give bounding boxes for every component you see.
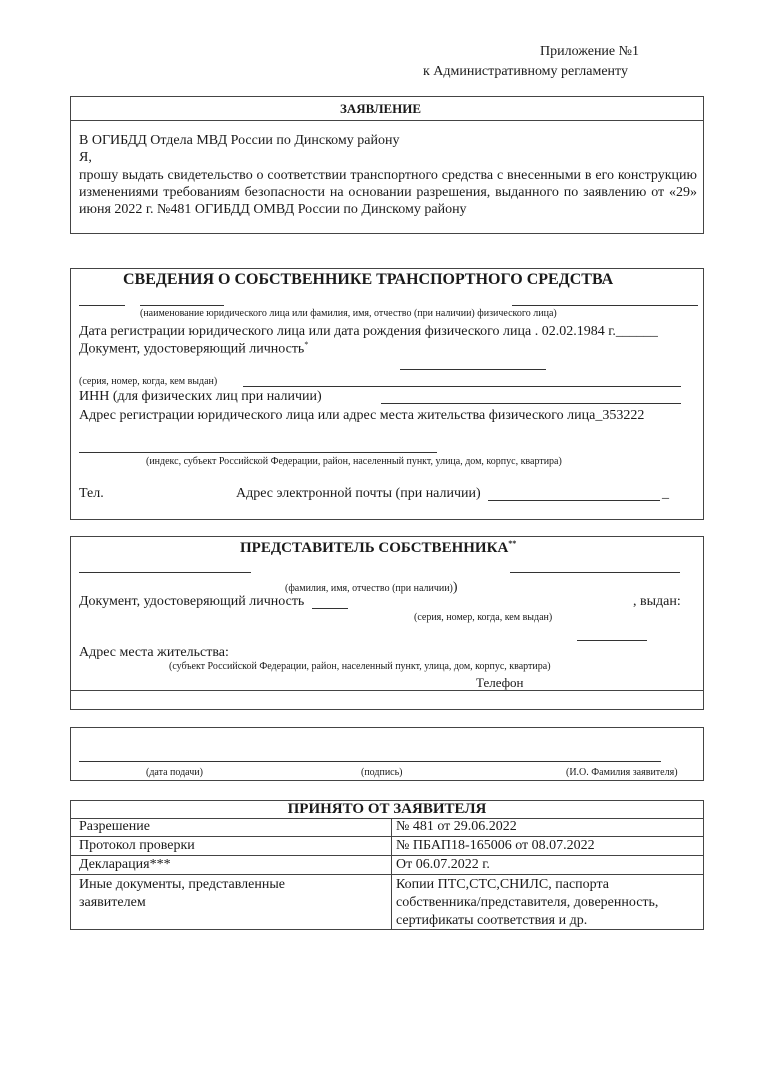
application-i: Я, xyxy=(79,150,92,165)
signature-sign: (подпись) xyxy=(361,767,403,778)
signature-name: (И.О. Фамилия заявителя) xyxy=(566,767,678,778)
representative-title: ПРЕДСТАВИТЕЛЬ СОБСТВЕННИКА** xyxy=(240,539,517,556)
owner-email-tail: _ xyxy=(662,486,669,501)
table-row-label: Иные документы, представленные заявителем xyxy=(79,877,285,910)
representative-doc-hint: (серия, номер, когда, кем выдан) xyxy=(414,612,553,623)
application-body: прошу выдать свидетельство о соответствии транспортного средства с внесенными в его конструкцию изменениями требованиям безопасности на основании разрешения, выданного по заявлению от «29» июня 2022 г. №481 ОГИБДД ОМВД России по Динскому району xyxy=(79,168,697,217)
table-row-value: № ПБАП18-165006 от 08.07.2022 xyxy=(396,838,595,853)
owner-address-hint: (индекс, субъект Российской Федерации, район, населенный пункт, улица, дом, корпус, квартира) xyxy=(146,456,562,467)
table-row-value: От 06.07.2022 г. xyxy=(396,857,490,872)
table-row-label: Протокол проверки xyxy=(79,838,195,853)
owner-inn: ИНН (для физических лиц при наличии) xyxy=(79,389,322,404)
owner-address: Адрес регистрации юридического лица или адрес места жительства физического лица_353222 xyxy=(79,408,645,423)
application-title: ЗАЯВЛЕНИЕ xyxy=(340,101,422,116)
owner-doc-label: Документ, удостоверяющий личность* xyxy=(79,340,309,357)
representative-phone: Телефон xyxy=(476,675,524,690)
table-row-value: № 481 от 29.06.2022 xyxy=(396,819,517,834)
representative-address-hint: (субъект Российской Федерации, район, населенный пункт, улица, дом, корпус, квартира) xyxy=(169,661,551,672)
footnote-mark: ** xyxy=(508,539,517,548)
owner-reg-date: Дата регистрации юридического лица или дата рождения физического лица . 02.02.1984 г.______ xyxy=(79,324,658,339)
representative-doc-label: Документ, удостоверяющий личность xyxy=(79,594,305,609)
representative-address: Адрес места жительства: xyxy=(79,645,229,660)
representative-issued: , выдан: xyxy=(633,594,681,609)
representative-name-hint: (фамилия, имя, отчество (при наличии)) xyxy=(285,580,458,595)
signature-date: (дата подачи) xyxy=(146,767,203,778)
owner-title: СВЕДЕНИЯ О СОБСТВЕННИКЕ ТРАНСПОРТНОГО СРЕДСТВА xyxy=(123,271,614,288)
owner-email: Адрес электронной почты (при наличии) xyxy=(236,486,481,501)
appendix-line-2: к Административному регламенту xyxy=(423,64,628,79)
owner-doc-hint: (серия, номер, когда, кем выдан) xyxy=(79,376,218,387)
table-row-label: Разрешение xyxy=(79,819,150,834)
footnote-mark: * xyxy=(304,340,309,349)
accepted-title: ПРИНЯТО ОТ ЗАЯВИТЕЛЯ xyxy=(287,801,487,817)
table-row-value: Копии ПТС,СТС,СНИЛС, паспорта собственника/представителя, доверенность, сертификаты соответствия и др. xyxy=(396,877,659,928)
representative-box xyxy=(70,536,704,710)
appendix-line-1: Приложение №1 xyxy=(540,44,639,59)
table-row-label: Декларация*** xyxy=(79,857,171,872)
application-to: В ОГИБДД Отдела МВД России по Динскому району xyxy=(79,133,400,148)
owner-tel: Тел. xyxy=(79,486,104,501)
owner-name-hint: (наименование юридического лица или фамилия, имя, отчество (при наличии) физического лица) xyxy=(140,308,557,319)
